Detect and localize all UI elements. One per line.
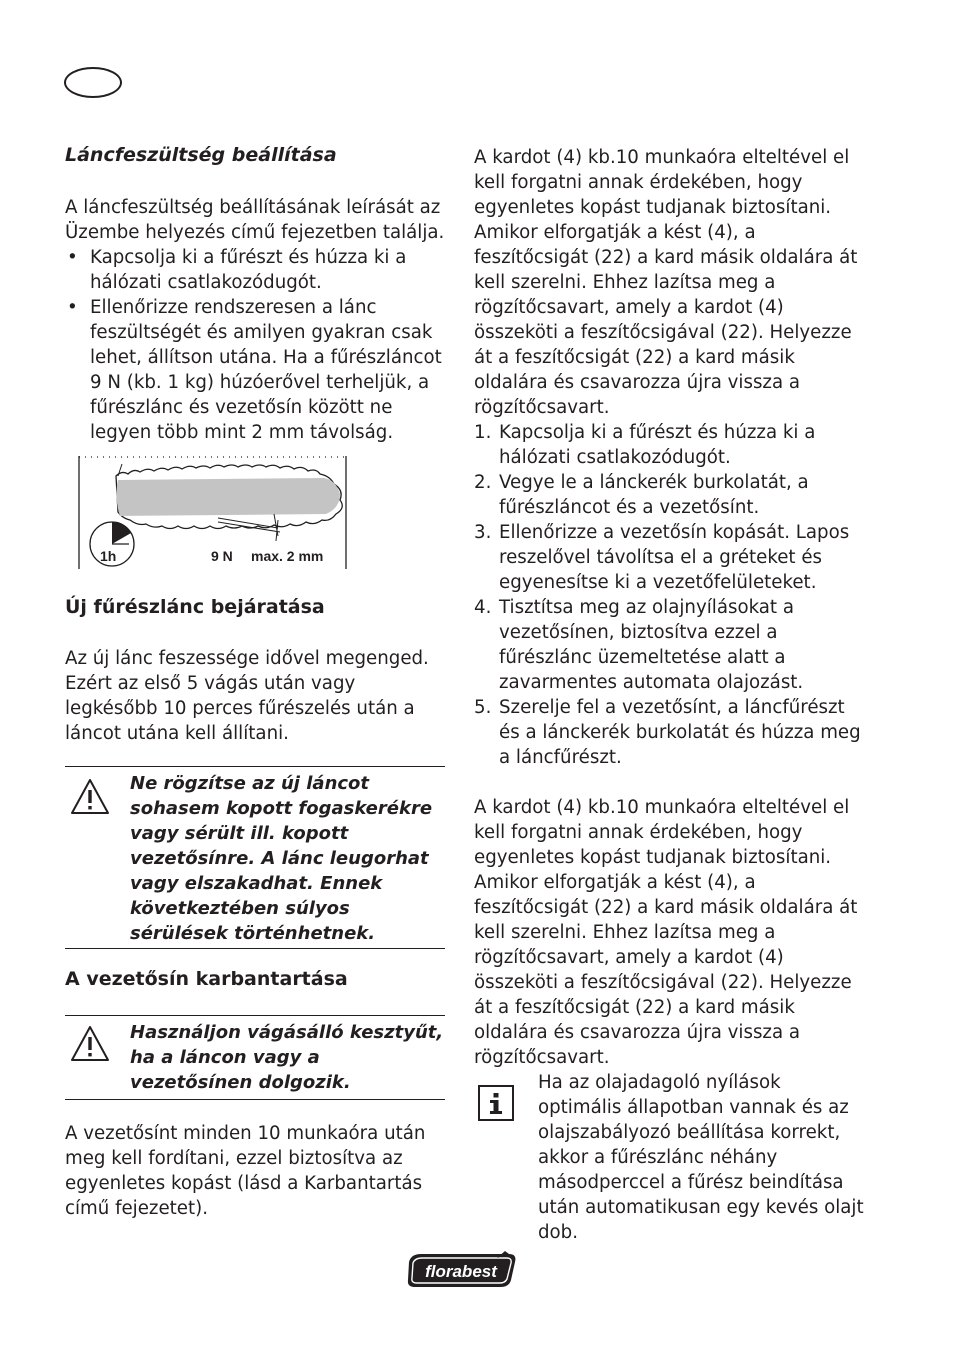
- step-item: [474, 470, 869, 520]
- logo-text: florabest: [425, 1262, 497, 1281]
- chain-tension-figure: [78, 456, 347, 569]
- warning-triangle-icon: [69, 1024, 111, 1064]
- guide-bar: [116, 478, 340, 516]
- step-text: Tisztítsa meg az olajnyílásokat a vezetősínen, biztosítva ezzel a fűrészlánc üzemeltetése alatt a zavarmentes automata olajozást.: [499, 597, 804, 693]
- maintenance-steps: [474, 420, 869, 770]
- bar-rotation-paragraph-1: A kardot (4) kb.10 munkaóra elteltével el kell forgatni annak érdekében, hogy egyenletes kopást tudjanak biztosítani. Amikor elforgatják a kést (4), a feszítőcsigát (22) a kard másik oldalára át kell szerelni. Ehhez lazítsa meg a rögzítőcsavart, amely a kardot (4) összeköti a feszítőcsigával (22). Helyezze át a feszítőcsigát (22) a kard másik oldalára és csavarozza újra vissza a rögzítőcsavart.: [474, 147, 858, 418]
- chain-tension-intro: A láncfeszültség beállításának leírását az Üzembe helyezés című fejezetben találja.: [65, 197, 445, 243]
- step-text: Szerelje fel a vezetősínt, a láncfűrészt és a lánckerék burkolatát és húzza meg a láncfűrészt.: [499, 697, 861, 768]
- step-number: 1.: [474, 422, 492, 443]
- step-text: Vegye le a lánckerék burkolatát, a fűrészláncot és a vezetősínt.: [499, 472, 809, 518]
- warning-text-chain: Ne rögzítse az új láncot sohasem kopott fogaskerékre vagy sérült ill. kopott vezetősínre. A lánc leugorhat vagy elszakadhat. Ennek következtében súlyos sérülések történhetnek.: [130, 773, 433, 944]
- bullet-item: • Ellenőrizze rendszeresen a lánc feszültségét és amilyen gyakran csak lehet, állítson utána. Ha a fűrészláncot 9 N (kb. 1 kg) húzóerővel terheljük, a fűrészlánc és vezetősín között ne legyen több mint 2 mm távolság.: [65, 295, 445, 445]
- step-number: 2.: [474, 472, 492, 493]
- label-max-gap: max. 2 mm: [251, 548, 324, 564]
- step-item: [474, 595, 869, 695]
- info-text: Ha az olajadagoló nyílások optimális állapotban vannak és az olajszabályozó beállítása korrekt, akkor a fűrészlánc néhány másodperccel a fűrész beindítása után automatikusan egy kevés olajt dob.: [538, 1072, 864, 1243]
- warning-box-chain: [65, 766, 445, 949]
- guide-bar-paragraph: A vezetősínt minden 10 munkaóra után meg kell fordítani, ezzel biztosítva az egyenletes kopást (lásd a Karbantartás című fejezetet).: [65, 1123, 426, 1219]
- warning-triangle-icon: [69, 777, 111, 817]
- step-item: [474, 420, 869, 470]
- step-text: Ellenőrizze a vezetősín kopását. Lapos reszelővel távolítsa el a gréteket és egyenesítse ki a vezetőfelületeket.: [499, 522, 850, 593]
- step-number: 3.: [474, 522, 492, 543]
- step-item: [474, 520, 869, 595]
- step-item: [474, 695, 869, 770]
- florabest-logo: [405, 1250, 519, 1290]
- info-note: [474, 1070, 869, 1243]
- warning-text-gloves: Használjon vágásálló kesztyűt, ha a láncon vagy a vezetősínen dolgozik.: [130, 1022, 444, 1093]
- step-number: 4.: [474, 597, 492, 618]
- label-force: 9 N: [211, 548, 233, 564]
- heading-new-chain: Új fűrészlánc bejáratása: [65, 596, 325, 618]
- info-icon: [478, 1085, 514, 1121]
- heading-guide-bar-maintenance: A vezetősín karbantartása: [65, 968, 348, 990]
- step-number: 5.: [474, 697, 492, 718]
- new-chain-paragraph: Az új lánc feszessége idővel megenged. Ezért az első 5 vágás után vagy legkésőbb 10 perces fűrészelés után a láncot utána kell állítani.: [65, 648, 429, 744]
- heading-chain-tension: Láncfeszültség beállítása: [65, 144, 337, 166]
- bullet-item: • Kapcsolja ki a fűrészt és húzza ki a hálózati csatlakozódugót.: [65, 245, 445, 295]
- bar-rotation-paragraph-2: A kardot (4) kb.10 munkaóra elteltével el kell forgatni annak érdekében, hogy egyenletes kopást tudjanak biztosítani. Amikor elforgatják a kést (4), a feszítőcsigát (22) a kard másik oldalára át kell szerelni. Ehhez lazítsa meg a rögzítőcsavart, amely a kardot (4) összeköti a feszítőcsigával (22). Helyezze át a feszítőcsigát (22) a kard másik oldalára és csavarozza újra vissza a rögzítőcsavart.: [474, 797, 858, 1068]
- warning-box-gloves: [65, 1015, 445, 1100]
- chain-tension-bullets: [65, 245, 445, 445]
- step-text: Kapcsolja ki a fűrészt és húzza ki a hálózati csatlakozódugót.: [499, 422, 816, 468]
- label-1h: 1h: [100, 548, 117, 564]
- language-code-oval: [64, 67, 122, 98]
